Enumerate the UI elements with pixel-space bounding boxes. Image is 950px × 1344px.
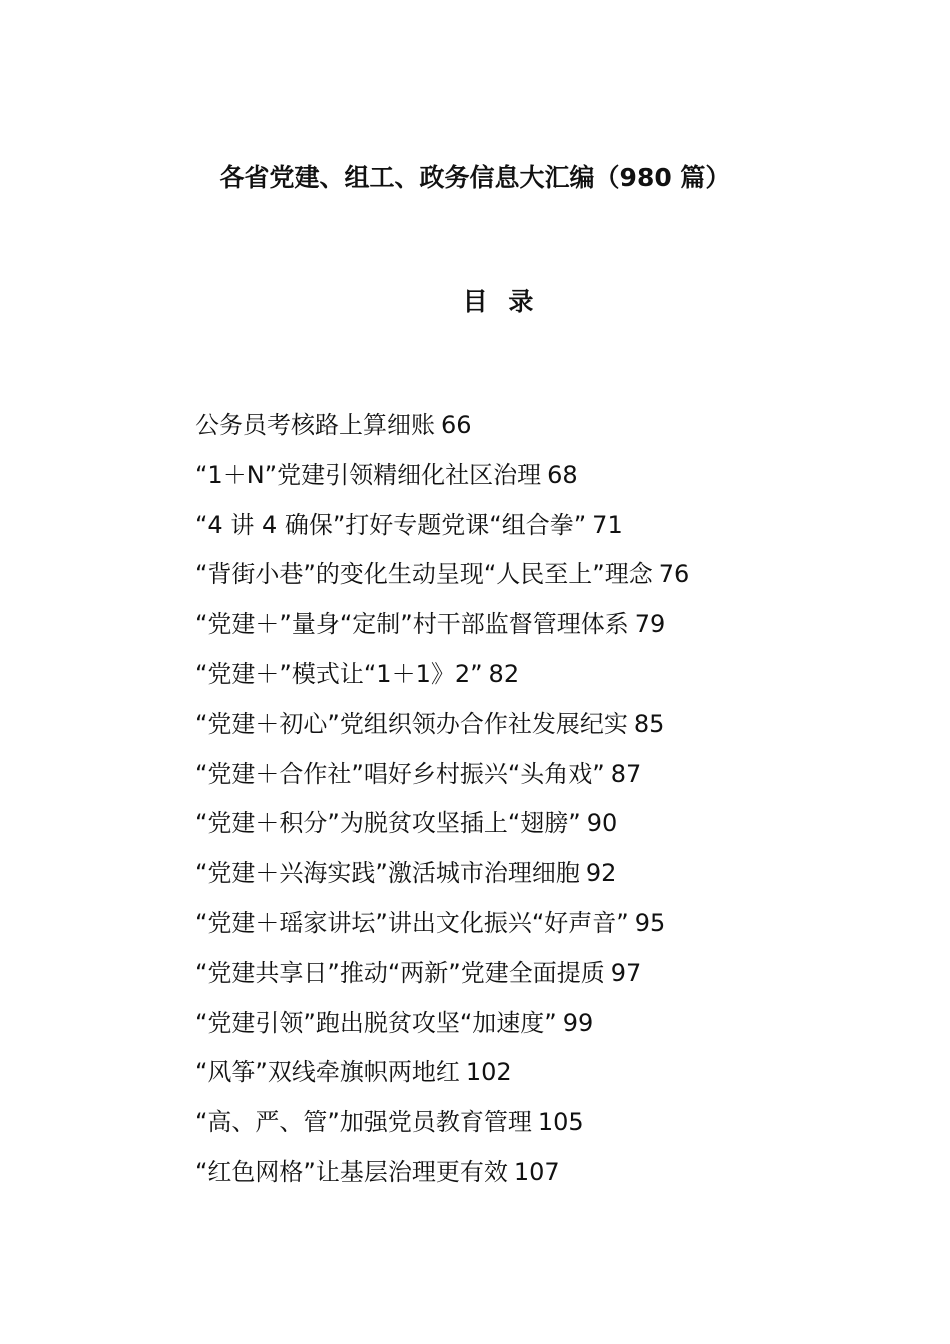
toc-entry-title: “党建引领”跑出脱贫攻坚“加速度” — [195, 1008, 557, 1037]
toc-entry[interactable] — [195, 1102, 895, 1152]
toc-entry[interactable] — [195, 554, 895, 604]
toc-entry-page: 97 — [610, 958, 642, 987]
toc-entry[interactable] — [195, 505, 895, 555]
toc-entry-page: 92 — [585, 859, 617, 888]
toc-entry-page: 66 — [441, 411, 472, 439]
toc-entry[interactable] — [195, 1003, 895, 1053]
toc-entry[interactable] — [195, 604, 895, 654]
toc-entry-page: 87 — [610, 759, 642, 788]
toc-entry-title: “风筝”双线牵旗帜两地红 — [195, 1058, 460, 1087]
toc-entry-title: “党建＋兴海实践”激活城市治理细胞 — [195, 859, 580, 888]
toc-entry[interactable] — [195, 853, 895, 903]
toc-entry-page: 76 — [658, 560, 690, 589]
toc-entry[interactable] — [195, 654, 895, 704]
toc-entry-title: “背街小巷”的变化生动呈现“人民至上”理念 — [195, 560, 653, 589]
toc-entry-title: “党建＋积分”为脱贫攻坚插上“翅膀” — [195, 809, 581, 838]
toc-heading: 目 录 — [462, 287, 540, 316]
toc-entry-title: “党建＋”量身“定制”村干部监督管理体系 — [195, 610, 629, 639]
toc-entry-page: 102 — [465, 1058, 512, 1087]
toc-entry-page: 99 — [562, 1008, 594, 1037]
toc-entry-page: 90 — [586, 809, 618, 838]
toc-entry-page: 68 — [547, 460, 578, 489]
toc-entry[interactable] — [195, 953, 895, 1003]
toc-entry-title: “党建＋初心”党组织领办合作社发展纪实 — [195, 709, 628, 738]
toc-entry-page: 107 — [513, 1157, 560, 1186]
toc-entry-page: 82 — [488, 659, 520, 688]
toc-entry-title: “党建＋”模式让“1＋1》2” — [195, 659, 483, 688]
toc-entry-title: 公务员考核路上算细账 — [195, 411, 435, 439]
toc-entry-title: “高、严、管”加强党员教育管理 — [195, 1108, 532, 1137]
toc-entry[interactable] — [195, 903, 895, 953]
toc-entry[interactable] — [195, 803, 895, 853]
toc-entry[interactable] — [195, 405, 895, 455]
toc-entry-page: 79 — [634, 610, 666, 639]
toc-entry-title: “党建共享日”推动“两新”党建全面提质 — [195, 958, 605, 987]
toc-entry-title: “1＋N”党建引领精细化社区治理 — [195, 460, 542, 489]
document-title: 各省党建、组工、政务信息大汇编（980 篇） — [219, 163, 731, 192]
toc-entry[interactable] — [195, 754, 895, 804]
toc-entry-title: “党建＋合作社”唱好乡村振兴“头角戏” — [195, 759, 605, 788]
toc-entry[interactable] — [195, 704, 895, 754]
toc-entry[interactable] — [195, 455, 895, 505]
toc-entry[interactable] — [195, 1152, 895, 1202]
toc-entry-page: 95 — [634, 908, 666, 937]
toc-entry[interactable] — [195, 1052, 895, 1102]
toc-entry-title: “党建＋瑶家讲坛”讲出文化振兴“好声音” — [195, 908, 629, 937]
toc-entry-page: 105 — [537, 1108, 584, 1137]
toc-entry-page: 71 — [592, 510, 623, 539]
toc-entry-title: “4 讲 4 确保”打好专题党课“组合拳” — [195, 510, 587, 539]
toc-entry-title: “红色网格”让基层治理更有效 — [195, 1157, 508, 1186]
table-of-contents — [195, 405, 895, 1202]
toc-entry-page: 85 — [633, 709, 665, 738]
